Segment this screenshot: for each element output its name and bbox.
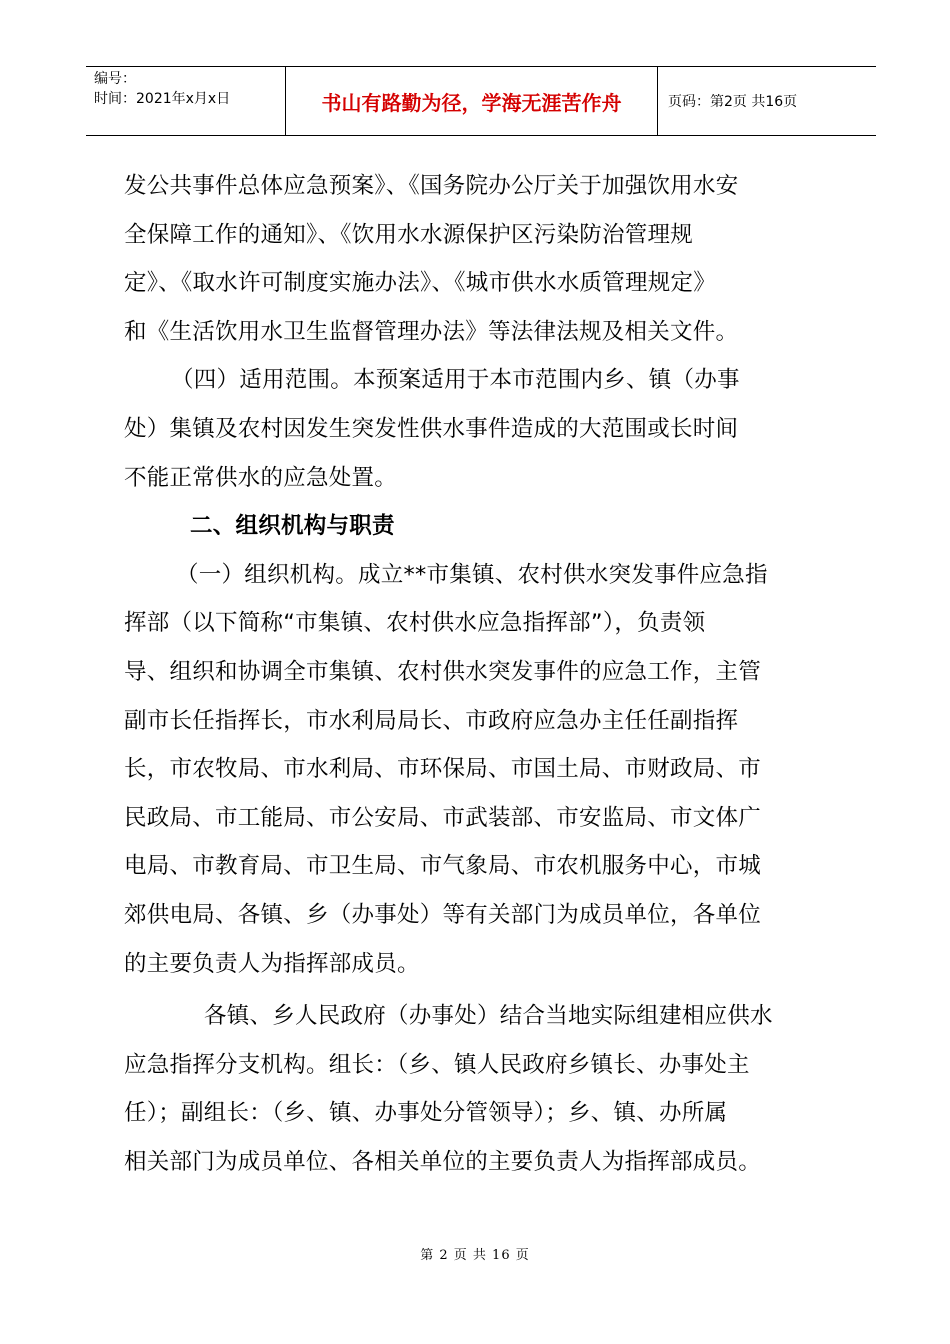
body-line: （四）适用范围。本预案适用于本市范围内乡、镇（办事 xyxy=(171,367,740,394)
header-page-info: 页码：第2页 共16页 xyxy=(668,94,798,110)
body-line: 相关部门为成员单位、各相关单位的主要负责人为指挥部成员。 xyxy=(124,1148,762,1175)
body-line: 长，市农牧局、市水利局、市环保局、市国土局、市财政局、市 xyxy=(124,756,762,783)
body-line: 郊供电局、各镇、乡（办事处）等有关部门为成员单位，各单位 xyxy=(124,901,762,928)
body-line: （一）组织机构。成立**市集镇、农村供水突发事件应急指 xyxy=(176,561,768,588)
body-line: 定》、《取水许可制度实施办法》、《城市供水水质管理规定》 xyxy=(124,270,717,297)
body-line: 电局、市教育局、市卫生局、市气象局、市农机服务中心，市城 xyxy=(124,853,762,880)
body-line: 各镇、乡人民政府（办事处）结合当地实际组建相应供水 xyxy=(204,1003,773,1030)
body-line: 副市长任指挥长，市水利局局长、市政府应急办主任任副指挥 xyxy=(124,707,739,734)
document-date: 时间：2021年x月x日 xyxy=(94,91,231,107)
document-header xyxy=(86,66,876,136)
body-line: 应急指挥分支机构。组长：（乡、镇人民政府乡镇长、办事处主 xyxy=(124,1051,750,1078)
header-motto: 书山有路勤为径，学海无涯苦作舟 xyxy=(286,67,658,135)
header-meta-cell xyxy=(86,67,286,135)
body-line: 民政局、市工能局、市公安局、市武装部、市安监局、市文体广 xyxy=(124,804,762,831)
document-number: 编号： xyxy=(94,71,136,87)
body-line: 发公共事件总体应急预案》、《国务院办公厅关于加强饮用水安 xyxy=(124,173,739,199)
body-line: 和《生活饮用水卫生监督管理办法》等法律法规及相关文件。 xyxy=(124,318,739,345)
body-line: 任）；副组长：（乡、镇、办事处分管领导）；乡、镇、办所属 xyxy=(124,1100,728,1127)
body-line: 处）集镇及农村因发生突发性供水事件造成的大范围或长时间 xyxy=(124,415,739,442)
section-heading: 二、组织机构与职责 xyxy=(190,513,395,540)
body-line: 导、组织和协调全市集镇、农村供水突发事件的应急工作，主管 xyxy=(124,658,762,685)
body-line: 不能正常供水的应急处置。 xyxy=(124,464,398,491)
body-line: 全保障工作的通知》、《饮用水水源保护区污染防治管理规 xyxy=(124,221,694,248)
document-body xyxy=(124,162,844,1186)
body-line: 挥部（以下简称“市集镇、农村供水应急指挥部”），负责领 xyxy=(124,610,706,637)
body-line: 的主要负责人为指挥部成员。 xyxy=(124,950,420,977)
page-footer: 第 2 页 共 16 页 xyxy=(420,1248,530,1263)
